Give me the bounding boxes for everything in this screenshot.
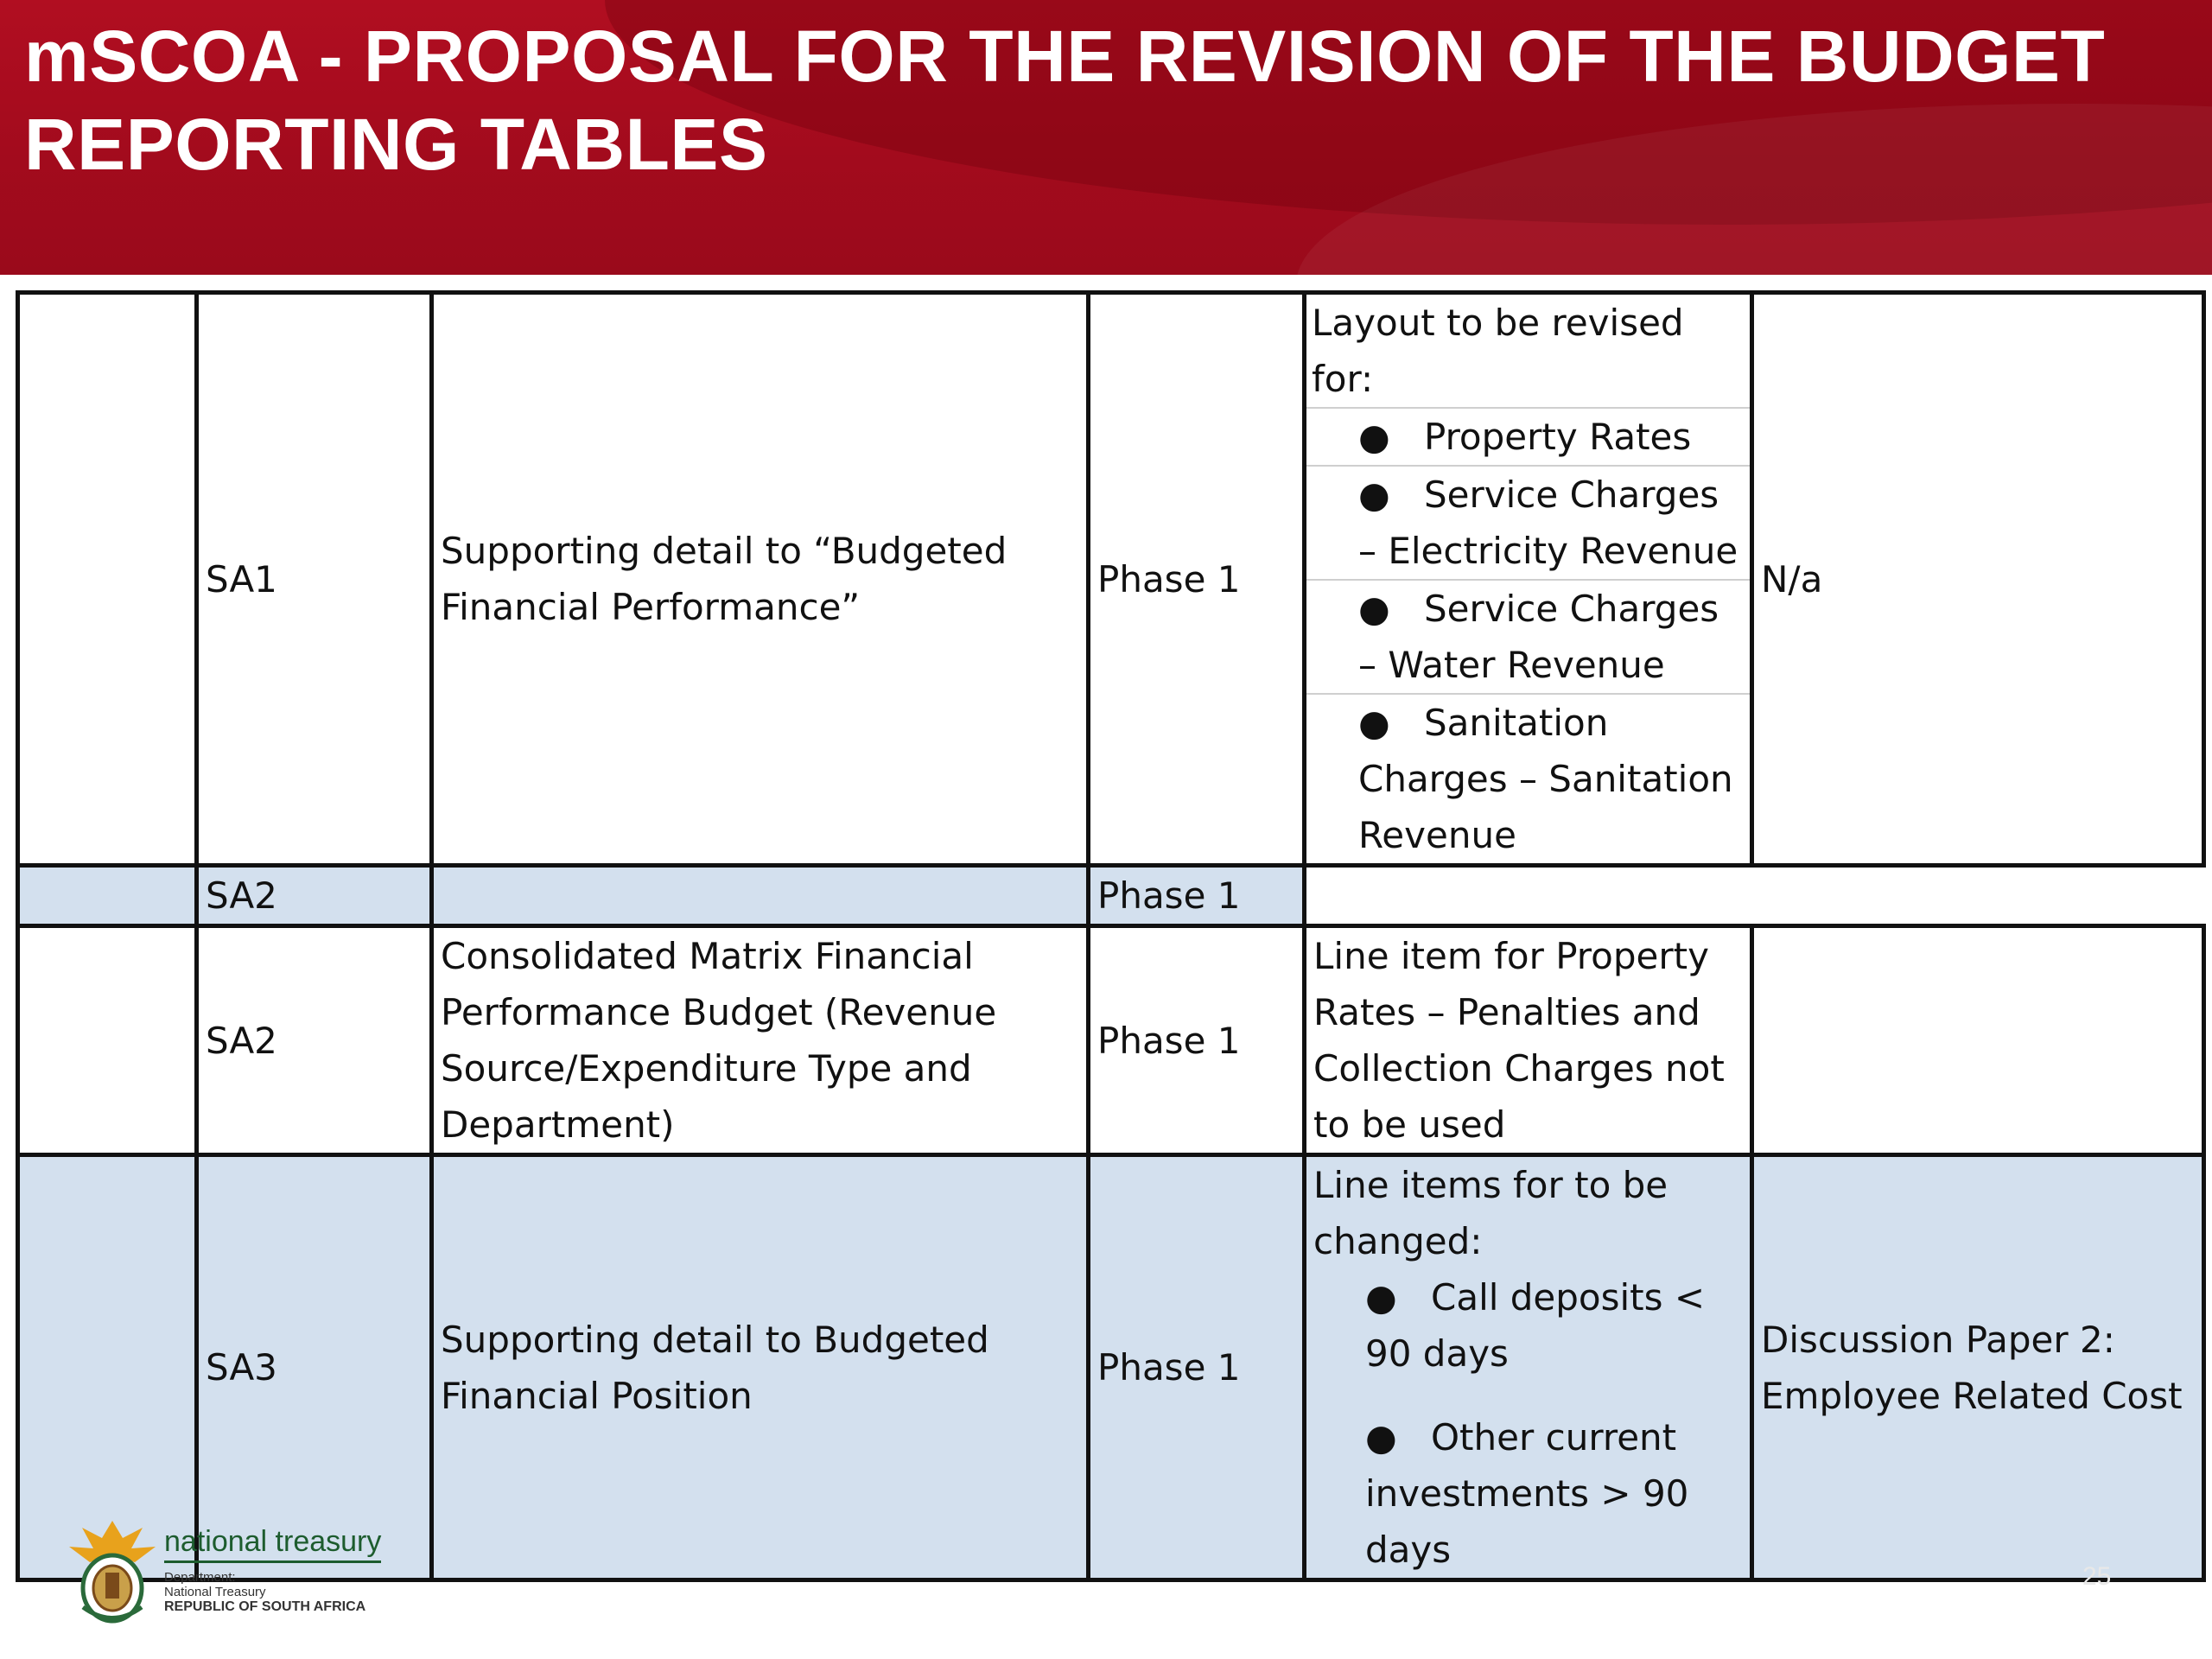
table-phase-cell: Phase 1 <box>1089 866 1305 926</box>
table-ref-cell: SA2 <box>197 926 432 1155</box>
changes-heading: Line items for to be changed: <box>1313 1164 1669 1262</box>
page-number: 25 <box>2082 1562 2112 1591</box>
footer-brand: national treasury <box>164 1525 381 1563</box>
table-ref-cell: SA3 <box>197 1155 432 1580</box>
table-ref-cell: SA2 <box>197 866 432 926</box>
bullet-icon: ● <box>1365 1276 1397 1319</box>
changes-heading: Layout to be revised for: <box>1306 295 1750 409</box>
list-item: ● Property Rates <box>1306 409 1750 467</box>
coat-of-arms-logo <box>60 1512 164 1624</box>
footer-branding <box>164 1525 381 1614</box>
table-row <box>18 1155 2204 1580</box>
row-blank-cell <box>18 926 197 1155</box>
row-blank-cell <box>18 293 197 866</box>
table-phase-cell: Phase 1 <box>1089 1155 1305 1580</box>
list-item: ● Sanitation Charges – Sanitation Revenue <box>1306 695 1750 863</box>
table-changes-cell: Line item for Property Rates – Penalties and Collection Charges not to be used <box>1305 926 1752 1155</box>
bullet-icon: ● <box>1365 1416 1397 1459</box>
bullet-icon: ● <box>1358 474 1390 516</box>
footer-country: REPUBLIC OF SOUTH AFRICA <box>164 1599 366 1614</box>
footer-department-label: Department: <box>164 1570 236 1585</box>
table-description-cell <box>432 866 1089 926</box>
table-description-cell: Consolidated Matrix Financial Performance Budget (Revenue Source/Expenditure Type and Department) <box>432 926 1089 1155</box>
row-empty-tail <box>1305 866 2204 926</box>
table-row <box>18 866 2204 926</box>
slide-title: mSCOA - PROPOSAL FOR THE REVISION OF THE BUDGET REPORTING TABLES <box>24 16 2106 185</box>
bullet-icon: ● <box>1358 702 1390 744</box>
table-changes-cell <box>1305 1155 1752 1580</box>
table-reference-cell: Discussion Paper 2: Employee Related Cost <box>1752 1155 2204 1580</box>
bullet-icon: ● <box>1358 416 1390 458</box>
bullet-icon: ● <box>1358 588 1390 630</box>
table-phase-cell: Phase 1 <box>1089 293 1305 866</box>
table-row <box>18 293 2204 866</box>
budget-tables-grid <box>16 290 2206 1582</box>
table-description-cell: Supporting detail to Budgeted Financial Position <box>432 1155 1089 1580</box>
table-reference-cell: N/a <box>1752 293 2204 866</box>
list-item: ● Service Charges – Water Revenue <box>1306 581 1750 695</box>
table-description-cell: Supporting detail to “Budgeted Financial Performance” <box>432 293 1089 866</box>
footer-department-name: National Treasury <box>164 1585 266 1599</box>
table-changes-cell <box>1305 293 1752 866</box>
table-reference-cell <box>1752 926 2204 1155</box>
table-row <box>18 926 2204 1155</box>
list-item: ● Service Charges – Electricity Revenue <box>1306 467 1750 581</box>
table-phase-cell: Phase 1 <box>1089 926 1305 1155</box>
row-blank-cell <box>18 866 197 926</box>
list-spacer <box>1313 1382 1743 1409</box>
list-item: ● Other current investments > 90 days <box>1313 1409 1743 1578</box>
slide-header <box>0 0 2212 275</box>
list-item: ● Call deposits < 90 days <box>1313 1269 1743 1382</box>
table-ref-cell: SA1 <box>197 293 432 866</box>
